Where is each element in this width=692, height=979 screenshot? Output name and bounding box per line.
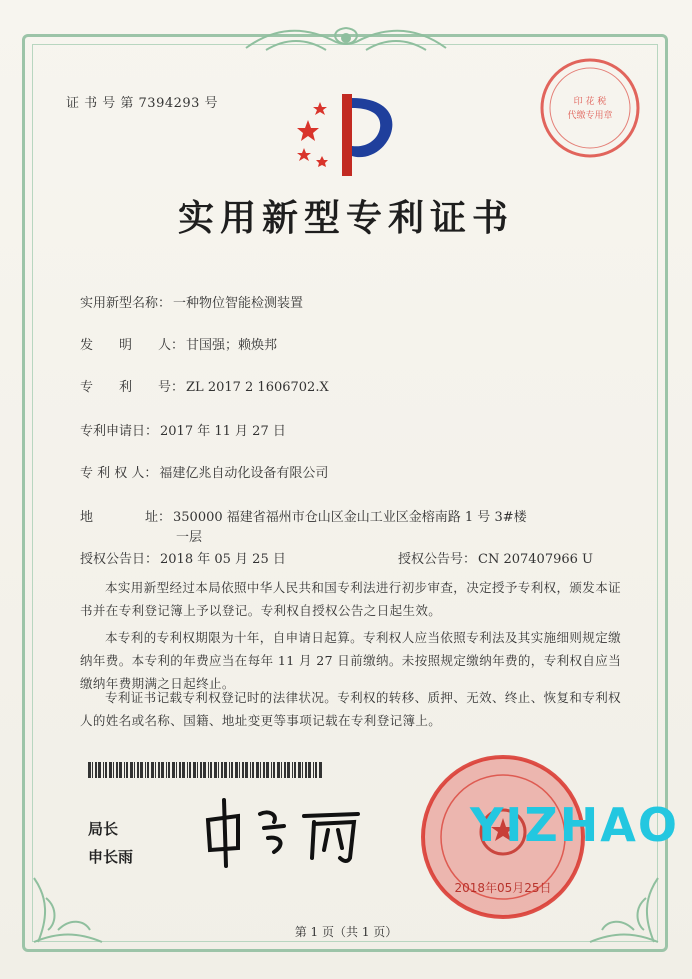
barcode-icon bbox=[88, 762, 322, 778]
top-ornament-icon bbox=[236, 20, 456, 60]
handwritten-signature-icon bbox=[198, 792, 368, 872]
grant-date-label: 授权公告日： bbox=[80, 552, 159, 567]
utility-model-name-label: 实用新型名称： bbox=[80, 296, 172, 311]
grant-number-label: 授权公告号： bbox=[398, 552, 477, 567]
patentee-label: 专 利 权 人： bbox=[80, 466, 158, 481]
director-title: 局长 bbox=[88, 820, 119, 838]
patent-number-row bbox=[80, 376, 329, 395]
inventor-row bbox=[80, 334, 277, 353]
address-value-line1: 350000 福建省福州市仓山区金山工业区金榕南路 1 号 3#楼 bbox=[173, 510, 527, 525]
patent-number-value: ZL 2017 2 1606702.X bbox=[186, 380, 329, 395]
svg-text:代缴专用章: 代缴专用章 bbox=[567, 111, 613, 121]
paragraph-term: 本专利的专利权期限为十年，自申请日起算。专利权人应当依照专利法及其实施细则规定缴纳年费。本专利的年费应当在每年 11 月 27 日前缴纳。未按照规定缴纳年费的，专利权自应当缴纳年费期满之日起终止。 bbox=[80, 630, 622, 691]
filing-date-label: 专利申请日： bbox=[80, 424, 159, 439]
filing-date-value: 2017 年 11 月 27 日 bbox=[160, 424, 286, 439]
filing-date-row bbox=[80, 420, 286, 439]
director-name: 申长雨 bbox=[88, 848, 134, 866]
paragraph-legal-status: 专利证书记载专利权登记时的法律状况。专利权的转移、质押、无效、终止、恢复和专利权人的姓名或名称、国籍、地址变更等事项记载在专利登记簿上。 bbox=[80, 690, 622, 728]
grant-date-row bbox=[80, 548, 286, 567]
certificate-title: 实用新型专利证书 bbox=[177, 197, 514, 239]
yizhao-watermark: YIZHAO bbox=[470, 798, 679, 852]
patent-office-logo-icon bbox=[294, 90, 404, 180]
address-value-line2: 一层 bbox=[176, 530, 203, 545]
patentee-value: 福建亿兆自动化设备有限公司 bbox=[159, 466, 329, 481]
patent-office-seal-small-icon bbox=[538, 56, 642, 160]
paragraph-grant: 本实用新型经过本局依照中华人民共和国专利法进行初步审查，决定授予专利权，颁发本证书并在专利登记簿上予以登记。专利权自授权公告之日起生效。 bbox=[80, 580, 622, 618]
certificate-number: 证 书 号 第 7394293 号 bbox=[66, 96, 219, 111]
address-row bbox=[80, 506, 527, 525]
patentee-row bbox=[80, 462, 328, 481]
inventor-label: 发 明 人： bbox=[80, 338, 185, 353]
seal-date: 2018年05月25日 bbox=[454, 881, 552, 895]
grant-number-row bbox=[398, 548, 593, 567]
utility-model-name-row bbox=[80, 292, 303, 311]
grant-date-value: 2018 年 05 月 25 日 bbox=[160, 552, 286, 567]
signature-labels bbox=[88, 815, 133, 871]
svg-text:印 花 税: 印 花 税 bbox=[573, 97, 607, 107]
patent-number-label: 专 利 号： bbox=[80, 380, 185, 395]
address-label: 地 址： bbox=[80, 510, 172, 525]
utility-model-name-value: 一种物位智能检测装置 bbox=[173, 296, 304, 311]
grant-number-value: CN 207407966 U bbox=[478, 552, 593, 567]
inventor-value: 甘国强；赖焕邦 bbox=[186, 338, 278, 353]
page-footer: 第 1 页（共 1 页） bbox=[294, 925, 398, 939]
